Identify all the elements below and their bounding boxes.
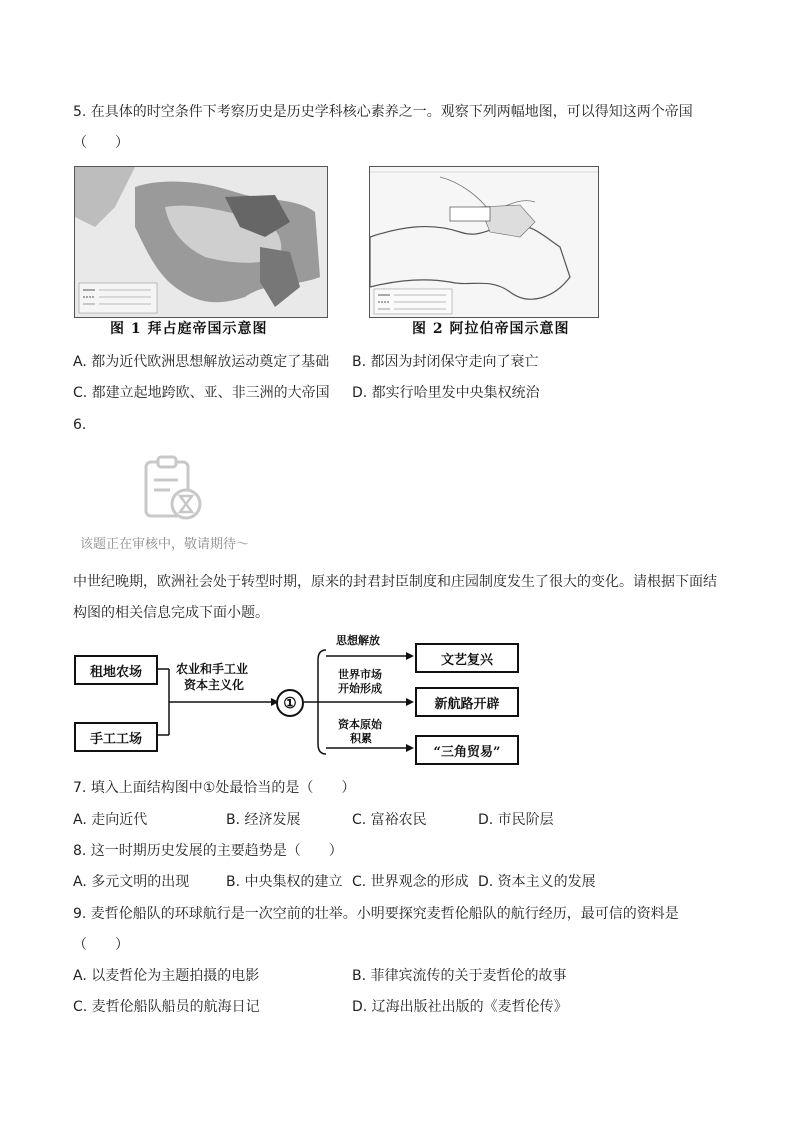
q8-option-c[interactable]: C. 世界观念的形成	[352, 874, 469, 890]
box-renaissance: 文艺复兴	[415, 643, 519, 673]
pending-review-icon	[138, 452, 210, 524]
label-primitive-accumulation-2: 积累	[350, 732, 372, 745]
structure-diagram	[74, 634, 524, 764]
q8-stem: 8. 这一时期历史发展的主要趋势是（ ）	[73, 843, 343, 859]
q9-stem: 9. 麦哲伦船队的环球航行是一次空前的壮举。小明要探究麦哲伦船队的航行经历，最可信的资料是	[73, 906, 679, 922]
label-capitalization: 资本主义化	[184, 678, 245, 692]
label-primitive-accumulation-1: 资本原始	[338, 718, 382, 731]
box-workshop: 手工工场	[74, 722, 158, 752]
q9-option-c[interactable]: C. 麦哲伦船队船员的航海日记	[73, 999, 260, 1015]
q6-pending-text: 该题正在审核中，敬请期待～	[80, 537, 250, 552]
map-byzantine-drawing	[75, 167, 327, 317]
label-thought-liberation: 思想解放	[336, 634, 380, 647]
q5-paren: （ ）	[73, 135, 129, 151]
q7-option-c[interactable]: C. 富裕农民	[352, 812, 427, 828]
q7-stem: 7. 填入上面结构图中①处最恰当的是（ ）	[73, 780, 356, 796]
map-arab-drawing	[370, 167, 598, 317]
q7-option-d[interactable]: D. 市民阶层	[478, 812, 554, 828]
q5-option-a[interactable]: A. 都为近代欧洲思想解放运动奠定了基础	[73, 354, 330, 370]
intro-line-1: 中世纪晚期，欧洲社会处于转型时期，原来的封君封臣制度和庄园制度发生了很大的变化。请根据下面结	[73, 574, 717, 590]
q6-number: 6.	[73, 417, 87, 433]
map-byzantine	[74, 166, 328, 318]
label-agri-handicraft: 农业和手工业	[176, 662, 249, 676]
q5-option-d[interactable]: D. 都实行哈里发中央集权统治	[352, 385, 540, 401]
map1-caption: 图 1 拜占庭帝国示意图	[110, 321, 268, 337]
map2-caption: 图 2 阿拉伯帝国示意图	[412, 321, 570, 337]
q9-option-b[interactable]: B. 菲律宾流传的关于麦哲伦的故事	[352, 968, 567, 984]
q9-paren: （ ）	[73, 937, 129, 953]
q9-option-a[interactable]: A. 以麦哲伦为主题拍摄的电影	[73, 968, 260, 984]
q8-option-b[interactable]: B. 中央集权的建立	[226, 874, 343, 890]
q9-option-d[interactable]: D. 辽海出版社出版的《麦哲伦传》	[352, 999, 568, 1015]
q8-option-d[interactable]: D. 资本主义的发展	[478, 874, 596, 890]
label-world-market-1: 世界市场	[338, 668, 382, 681]
box-triangle-trade: “三角贸易”	[415, 735, 519, 765]
box-new-sea-route: 新航路开辟	[415, 687, 519, 717]
q8-option-a[interactable]: A. 多元文明的出现	[73, 874, 190, 890]
q7-option-b[interactable]: B. 经济发展	[226, 812, 301, 828]
q5-option-c[interactable]: C. 都建立起地跨欧、亚、非三洲的大帝国	[73, 385, 330, 401]
label-world-market-2: 开始形成	[338, 682, 382, 695]
q7-option-a[interactable]: A. 走向近代	[73, 812, 148, 828]
intro-line-2: 构图的相关信息完成下面小题。	[73, 605, 269, 621]
q5-stem: 5. 在具体的时空条件下考察历史是历史学科核心素养之一。观察下列两幅地图，可以得知这两个帝国	[73, 104, 693, 120]
box-rental-farm: 租地农场	[74, 655, 158, 685]
q5-option-b[interactable]: B. 都因为封闭保守走向了衰亡	[352, 354, 539, 370]
circle-blank-1: ①	[276, 689, 304, 717]
map-arab	[369, 166, 599, 318]
